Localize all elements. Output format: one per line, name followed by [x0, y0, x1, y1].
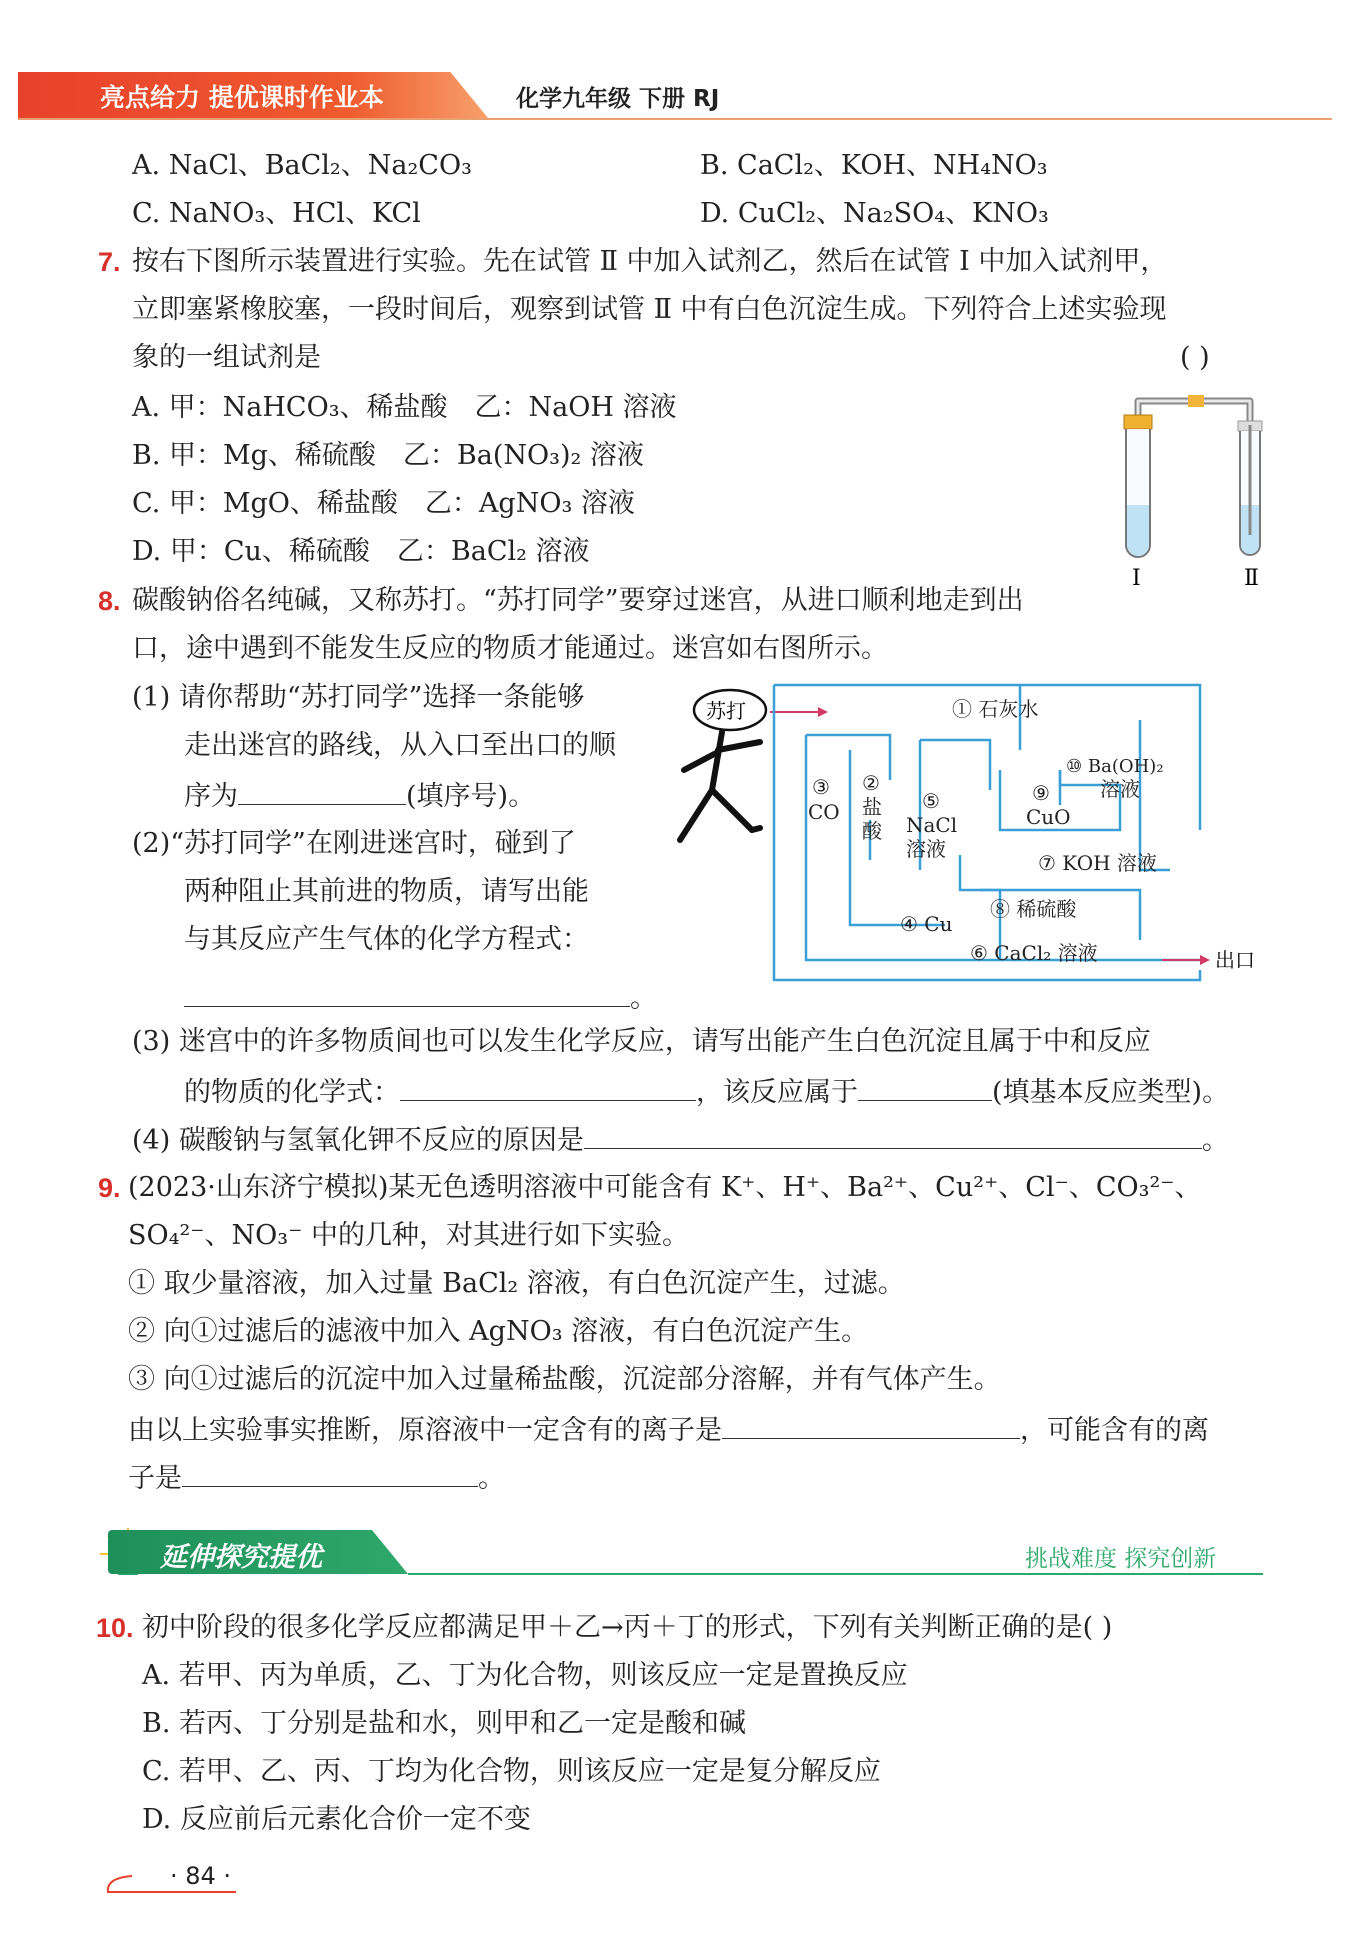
q7-line-1: 按右下图所示装置进行实验。先在试管 Ⅱ 中加入试剂乙，然后在试管 Ⅰ 中加入试剂甲，: [132, 246, 1168, 277]
q9-conclusion-line1: 由以上实验事实推断，原溶液中一定含有的离子是 ，可能含有的离: [128, 1410, 1209, 1449]
q9-blank-possible[interactable]: [182, 1458, 478, 1487]
q8-part1-line1: (1) 请你帮助“苏打同学”选择一条能够: [132, 682, 585, 713]
q9-step-3: ③ 向①过滤后的沉淀中加入过量稀盐酸，沉淀部分溶解，并有气体产生。: [128, 1364, 1001, 1395]
maze-walls: [774, 685, 1200, 980]
stopper-1: [1124, 415, 1152, 429]
maze-label-10: ⑩ Ba(OH)₂: [1066, 756, 1164, 777]
maze-label-1: ① 石灰水: [952, 697, 1039, 721]
q10-number: 10.: [96, 1613, 134, 1643]
q8-part3-line1: (3) 迷宫中的许多物质间也可以发生化学反应，请写出能产生白色沉淀且属于中和反应: [132, 1026, 1151, 1057]
maze-label-6: ⑥ CaCl₂ 溶液: [970, 941, 1098, 965]
header-subject: 化学九年级 下册 RJ: [516, 86, 720, 112]
q9-line-2: SO₄²⁻、NO₃⁻ 中的几种，对其进行如下实验。: [128, 1220, 689, 1251]
q7-option-a: A. 甲：NaHCO₃、稀盐酸 乙：NaOH 溶液: [132, 392, 677, 423]
q8-part3-blank2[interactable]: [858, 1072, 992, 1101]
header-divider: [18, 118, 1332, 120]
q10-stem: 初中阶段的很多化学反应都满足甲＋乙→丙＋丁的形式，下列有关判断正确的是( ): [142, 1612, 1113, 1643]
q8-part2-blank[interactable]: [184, 978, 630, 1007]
sudo-label: 苏打: [706, 699, 746, 723]
q9-blank-certain[interactable]: [722, 1410, 1020, 1439]
q8-part3-blank1[interactable]: [400, 1072, 696, 1101]
maze-label-8: ⑧ 稀硫酸: [990, 897, 1077, 921]
maze-label-co: CO: [808, 800, 840, 824]
maze-label-7: ⑦ KOH 溶液: [1038, 851, 1157, 875]
q8-part3-line2: 的物质的化学式： ，该反应属于 (填基本反应类型)。: [184, 1072, 1229, 1111]
q10-option-b: B. 若丙、丁分别是盐和水，则甲和乙一定是酸和碱: [142, 1708, 747, 1739]
exit-label: 出口: [1215, 948, 1255, 972]
q7-option-c: C. 甲：MgO、稀盐酸 乙：AgNO₃ 溶液: [132, 488, 635, 519]
page-number: · 84 ·: [170, 1862, 232, 1890]
q9-step-1: ① 取少量溶液，加入过量 BaCl₂ 溶液，有白色沉淀产生，过滤。: [128, 1268, 905, 1299]
section-title: 延伸探究提优: [160, 1542, 322, 1573]
q8-part2-line1: (2)“苏打同学”在刚进迷宫时，碰到了: [132, 828, 576, 859]
maze-figure: [670, 680, 1255, 990]
q8-part2-answer: 。: [184, 978, 657, 1017]
q7-number: 7.: [98, 247, 121, 277]
maze-label-cuo: CuO: [1026, 805, 1071, 829]
q9-step-2: ② 向①过滤后的滤液中加入 AgNO₃ 溶液，有白色沉淀产生。: [128, 1316, 869, 1347]
q10-option-c: C. 若甲、乙、丙、丁均为化合物，则该反应一定是复分解反应: [142, 1756, 881, 1787]
q8-line-2: 口，途中遇到不能发生反应的物质才能通过。迷宫如右图所示。: [132, 633, 888, 664]
tube-clamp: [1188, 395, 1204, 407]
q6-option-a: A. NaCl、BaCl₂、Na₂CO₃: [132, 150, 472, 181]
liquid-1: [1127, 505, 1149, 556]
q7-line-3: 象的一组试剂是: [132, 342, 321, 373]
tube-label-2: Ⅱ: [1244, 566, 1259, 591]
maze-label-nacl: NaCl: [906, 813, 958, 837]
section-divider: [408, 1573, 1263, 1575]
tube-label-1: Ⅰ: [1132, 566, 1141, 591]
q8-part4: (4) 碳酸钠与氢氧化钾不反应的原因是 。: [132, 1120, 1229, 1159]
q8-part4-blank[interactable]: [584, 1120, 1202, 1149]
q7-option-d: D. 甲：Cu、稀硫酸 乙：BaCl₂ 溶液: [132, 536, 590, 567]
q6-option-b: B. CaCl₂、KOH、NH₄NO₃: [700, 150, 1048, 181]
q10-option-a: A. 若甲、丙为单质，乙、丁为化合物，则该反应一定是置换反应: [142, 1660, 908, 1691]
header-series: 亮点给力 提优课时作业本: [100, 83, 384, 112]
maze-label-yan: 盐: [862, 795, 882, 819]
q7-line-2: 立即塞紧橡胶塞，一段时间后，观察到试管 Ⅱ 中有白色沉淀生成。下列符合上述实验现: [132, 294, 1167, 325]
q10-option-d: D. 反应前后元素化合价一定不变: [142, 1804, 531, 1835]
maze-label-suan: 酸: [862, 819, 882, 843]
q8-line-1: 碳酸钠俗名纯碱，又称苏打。“苏打同学”要穿过迷宫，从进口顺利地走到出: [132, 585, 1024, 616]
q8-part1-blank[interactable]: [238, 776, 406, 805]
test-tube-apparatus: [1110, 385, 1290, 595]
maze-label-5: ⑤: [922, 789, 940, 813]
q8-number: 8.: [98, 586, 121, 616]
q8-part1-line2: 走出迷宫的路线，从入口至出口的顺: [184, 730, 616, 761]
maze-label-2: ②: [862, 771, 880, 795]
q7-answer-bracket: ( ): [1180, 342, 1210, 373]
maze-label-nacl-rongye: 溶液: [906, 837, 946, 861]
q8-part2-line3: 与其反应产生气体的化学方程式：: [184, 924, 589, 955]
q8-part2-line2: 两种阻止其前进的物质，请写出能: [184, 876, 589, 907]
maze-label-4: ④ Cu: [900, 912, 953, 936]
q6-option-d: D. CuCl₂、Na₂SO₄、KNO₃: [700, 198, 1049, 229]
q6-option-c: C. NaNO₃、HCl、KCl: [132, 198, 421, 229]
q7-option-b: B. 甲：Mg、稀硫酸 乙：Ba(NO₃)₂ 溶液: [132, 440, 644, 471]
maze-label-3: ③: [812, 775, 830, 799]
q9-line-1: (2023·山东济宁模拟)某无色透明溶液中可能含有 K⁺、H⁺、Ba²⁺、Cu²⁺、Cl⁻、CO₃²⁻、: [128, 1172, 1202, 1203]
q9-conclusion-line2: 子是 。: [128, 1458, 505, 1497]
q8-part1-line3: 序为 (填序号)。: [184, 776, 535, 815]
q9-number: 9.: [98, 1173, 121, 1203]
maze-label-10-rongye: 溶液: [1100, 777, 1140, 801]
maze-label-9: ⑨: [1032, 781, 1050, 805]
section-subtitle: 挑战难度 探究创新: [1025, 1546, 1217, 1572]
